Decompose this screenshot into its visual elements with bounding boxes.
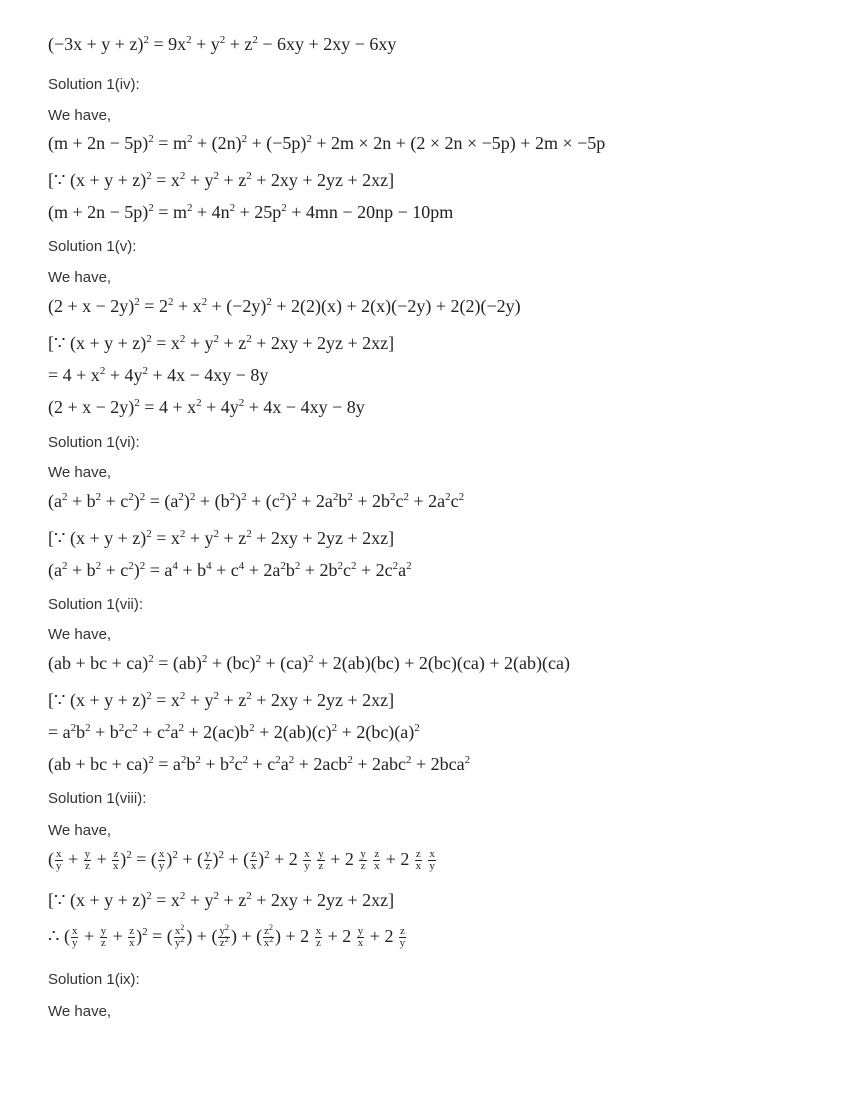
- identity-iv: [∵ $(x + y + z)^2 = x^2 + y^2 + z^2 + 2xy + 2yz + 2xz$]: [48, 170, 395, 190]
- we-have-ix: We have,: [48, 1003, 112, 1020]
- equation-vii-expansion: (ab + bc + ca)$^2$ = (ab)$^2$ + (bc)$^2$ + (ca)$^2$ + 2(ab)(bc) + 2(bc)(ca) + 2(ab)(ca): [48, 653, 570, 673]
- identity-vii: [∵ $(x + y + z)^2 = x^2 + y^2 + z^2 + 2xy + 2yz + 2xz$]: [48, 690, 395, 710]
- equation-viii-result: ∴ ( $\frac{x}{y}$ + $\frac{y}{z}$ + $\frac{z}{x}$ )$^2$ = ( $\frac{x^2}{y^2}$ ) + ( $\frac{y^2}{z^2}$ ) + ( $\frac{z^2}{x^2}$ ) + 2 $\frac{x}{z}$ + 2 $\frac{y}{x}$ + 2 $\frac{z}{y}$: [48, 923, 406, 950]
- equation-iii-result: $(-3x + y + z)^2 = 9x^2 + y^2 + z^2 - 6xy + 2xy - 6xy$: [48, 34, 397, 54]
- equation-vi-expansion: $(a^2 + b^2 + c^2)^2 = (a^2)^2 + (b^2)^2 + (c^2)^2 + 2a^2b^2 + 2b^2c^2 + 2a^2c^2$: [48, 491, 465, 511]
- equation-vi-result: $(a^2 + b^2 + c^2)^2 = a^4 + b^4 + c^4 + 2a^2b^2 + 2b^2c^2 + 2c^2a^2$: [48, 560, 412, 580]
- we-have-iv: We have,: [48, 107, 112, 124]
- equation-v-simplified: = $4 + x^2 + 4y^2 + 4x - 4xy - 8y$: [48, 365, 269, 385]
- solution-heading-ix: Solution 1(ix):: [48, 971, 140, 988]
- we-have-vii: We have,: [48, 626, 112, 643]
- equation-iv-expansion: $(m + 2n - 5p)^2 = m^2 + (2n)^2 + (-5p)^2 + 2m \times 2n + (2 \times 2n \times -5p) + 2m \times -5p$: [48, 133, 606, 153]
- equation-vii-result: (ab + bc + $ca)^2 = a^2b^2 + b^2c^2 + c^2a^2 + 2acb^2 + 2abc^2 + 2bca^2$: [48, 754, 471, 774]
- equation-vii-simplified: = $a^2b^2 + b^2c^2 + c^2a^2 + 2(ac)b^2 + 2(ab)(c)^2 + 2(bc)(a)^2$: [48, 722, 420, 742]
- solution-heading-vii: Solution 1(vii):: [48, 596, 144, 613]
- solution-heading-vi: Solution 1(vi):: [48, 434, 140, 451]
- solution-heading-v: Solution 1(v):: [48, 238, 137, 255]
- equation-iv-result: $(m + 2n - 5p)^2 = m^2 + 4n^2 + 25p^2 + 4mn - 20np - 10pm$: [48, 202, 454, 222]
- we-have-vi: We have,: [48, 464, 112, 481]
- solution-heading-iv: Solution 1(iv):: [48, 76, 140, 93]
- equation-v-result: $(2 + x - 2y)^2 = 4 + x^2 + 4y^2 + 4x - 4xy - 8y$: [48, 397, 365, 417]
- equation-viii-expansion: ( $\frac{x}{y}$ + $\frac{y}{z}$ + $\frac{z}{x}$ )$^2$ = ( $\frac{x}{y}$ )$^2$ + ( $\frac{y}{z}$ )$^2$ + ( $\frac{z}{x}$ )$^2$ + 2 $\frac{x}{y}$ $\frac{y}{z}$ + 2 $\frac{y}{z}$ $\frac{z}{x}$ + 2 $\frac{z}{x}$ $\frac{x}{y}$: [48, 848, 435, 873]
- identity-viii: [∵ $(x + y + z)^2 = x^2 + y^2 + z^2 + 2xy + 2yz + 2xz$]: [48, 890, 395, 910]
- identity-vi: [∵ $(x + y + z)^2 = x^2 + y^2 + z^2 + 2xy + 2yz + 2xz$]: [48, 528, 395, 548]
- equation-v-expansion: $(2 + x - 2y)^2 = 2^2 + x^2 + (-2y)^2 + 2(2)(x) + 2(x)(-2y) + 2(2)(-2y)$: [48, 296, 521, 316]
- we-have-viii: We have,: [48, 822, 112, 839]
- we-have-v: We have,: [48, 269, 112, 286]
- solution-heading-viii: Solution 1(viii):: [48, 790, 147, 807]
- identity-v: [∵ $(x + y + z)^2 = x^2 + y^2 + z^2 + 2xy + 2yz + 2xz$]: [48, 333, 395, 353]
